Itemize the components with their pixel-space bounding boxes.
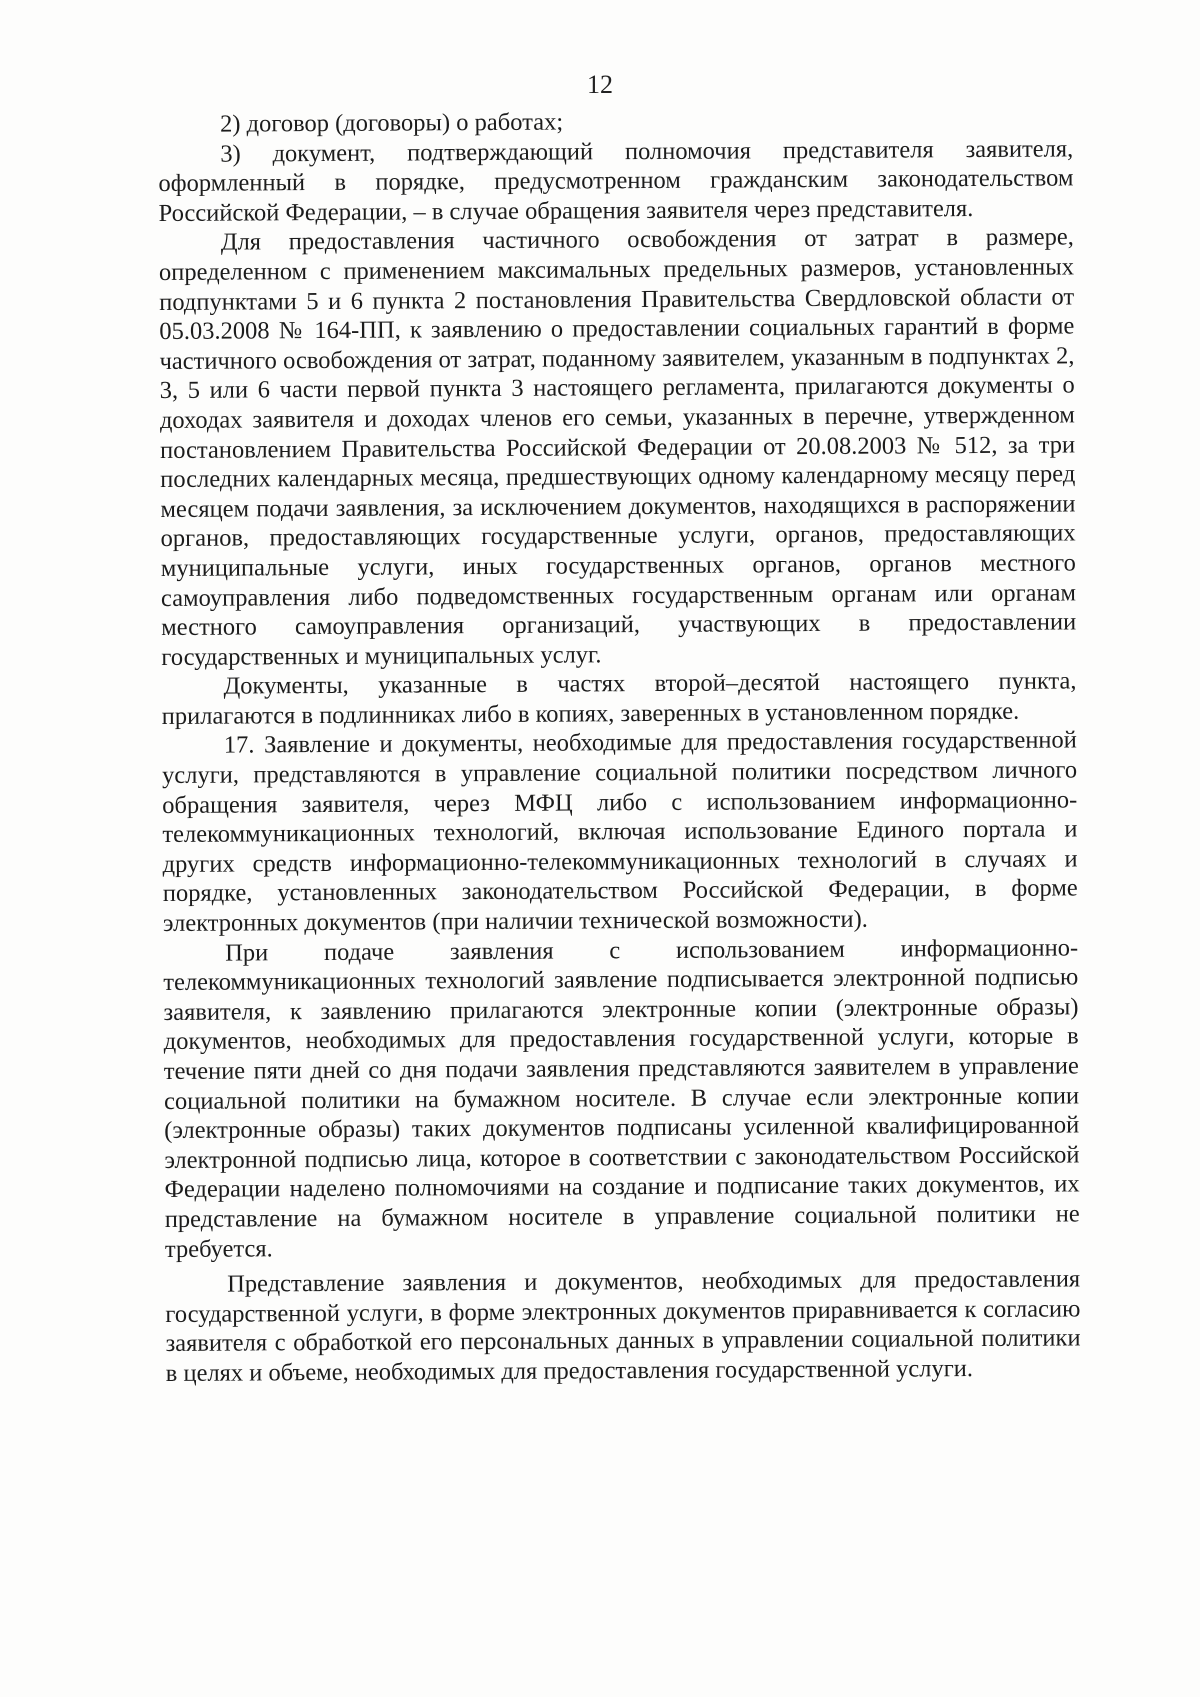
- paragraph-representative-document: 3) документ, подтверждающий полномочия представителя заявителя, оформленный в порядке, предусмотренном гражданским законодательством Российской Федерации, – в случае обращения заявителя через представителя.: [158, 135, 1074, 227]
- paragraph-partial-exemption: Для предоставления частичного освобождения от затрат в размере, определенном с применением максимальных предельных размеров, установленных подпунктами 5 и 6 пункта 2 постановления Правительства Свердловской области от 05.03.2008 № 164-ПП, к заявлению о предоставлении социальных гарантий в форме частичного освобождения от затрат, поданному заявителем, указанным в подпунктах 2, 3, 5 или 6 части первой пункта 3 настоящего регламента, прилагаются документы о доходах заявителя и доходах членов его семьи, указанных в перечне, утвержденном постановлением Правительства Российской Федерации от 20.08.2003 № 512, за три последних календарных месяца, предшествующих одному календарному месяцу перед месяцем подачи заявления, за исключением документов, находящихся в распоряжении органов, предоставляющих государственные услуги, органов, предоставляющих муниципальные услуги, иных государственных органов, органов местного самоуправления либо подведомственных государственным органам или органам местного самоуправления организаций, участвующих в предоставлении государственных и муниципальных услуг.: [158, 223, 1077, 671]
- paragraph-contract-item: 2) договор (договоры) о работах;: [220, 108, 564, 138]
- paragraph-item-17: 17. Заявление и документы, необходимые для предоставления государственной услуги, представляются в управление социальной политики посредством личного обращения заявителя, через МФЦ либо с использованием информационно-телекоммуникационных технологий, включая использование Единого портала и других средств информационно-телекоммуникационных технологий в случаях и порядке, установленных законодательством Российской Федерации, в форме электронных документов (при наличии технической возможности).: [161, 726, 1078, 938]
- page-number: 12: [587, 70, 613, 99]
- document-body: [158, 104, 1081, 1388]
- paragraph-documents-originals: Документы, указанные в частях второй–десятой настоящего пункта, прилагаются в подлинниках либо в копиях, заверенных в установленном порядке.: [161, 667, 1077, 730]
- paragraph-electronic-submission: При подаче заявления с использованием информационно-телекоммуникационных технологий заявление подписывается электронной подписью заявителя, к заявлению прилагаются электронные копии (электронные образы) документов, необходимых для предоставления государственной услуги, которые в течение пяти дней со дня подачи заявления представляются заявителем в управление социальной политики на бумажном носителе. В случае если электронные копии (электронные образы) таких документов подписаны усиленной квалифицированной электронной подписью лица, которое в соответствии с законодательством Российской Федерации наделено полномочиями на создание и подписание таких документов, их представление на бумажном носителе в управление социальной политики не требуется.: [163, 934, 1080, 1263]
- paragraph-personal-data-consent: Представление заявления и документов, необходимых для предоставления государственной услуги, в форме электронных документов приравнивается к согласию заявителя с обработкой его персональных данных в управлении социальной политики в целях и объеме, необходимых для предоставления государственной услуги.: [165, 1265, 1081, 1387]
